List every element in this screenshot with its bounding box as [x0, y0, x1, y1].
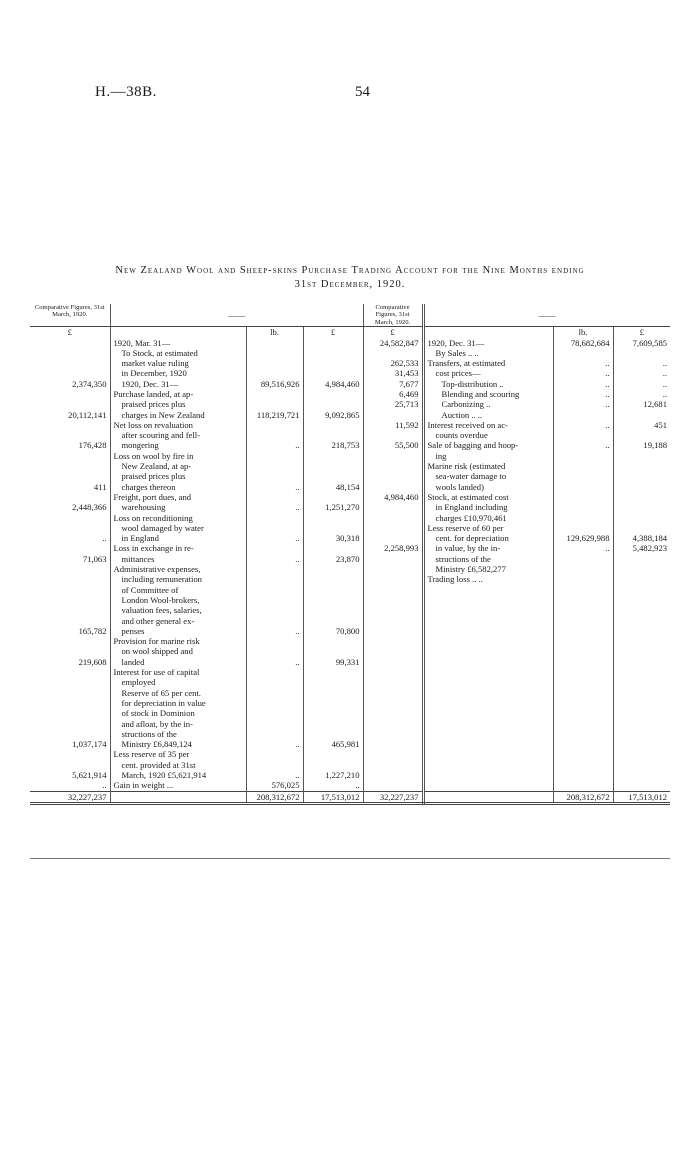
particulars-line: and other general ex-: [121, 615, 195, 626]
particulars-line: ing: [435, 450, 447, 461]
gbp-value: 218,753: [331, 440, 360, 451]
lb-value: ..: [605, 358, 610, 369]
particulars-line: and afloat, by the in-: [121, 718, 193, 729]
particulars-line: structions of the: [435, 553, 491, 564]
lb-value: ..: [295, 656, 300, 667]
unit-pound: £: [30, 327, 110, 338]
table-header-row: [30, 304, 670, 327]
debit-comparative-column: [30, 338, 110, 792]
gbp-value: 5,482,923: [632, 543, 668, 554]
gbp-value: 1,227,210: [325, 769, 360, 780]
gbp-value: 4,388,184: [632, 533, 668, 544]
lb-value: 89,516,926: [260, 378, 300, 389]
particulars-line: landed: [121, 656, 145, 667]
particulars-line: charges in New Zealand: [121, 409, 205, 420]
debit-header: ——: [110, 304, 363, 327]
particulars-line: charges £10,970,461: [435, 512, 507, 523]
cmp-value: 11,592: [395, 419, 419, 430]
lb-value: ..: [605, 389, 610, 399]
particulars-line: Interest received on ac-: [427, 419, 508, 430]
lb-value: ..: [605, 399, 610, 410]
particulars-line: sea-water damage to: [435, 471, 507, 482]
account-title: New Zealand Wool and Sheep-skins Purchase Trading Account for the Nine Months ending: [115, 265, 585, 276]
unit-pound: £: [303, 327, 363, 338]
particulars-line: on wool shipped and: [121, 646, 193, 657]
gbp-value: 48,154: [335, 481, 360, 492]
debit-pound-column: [303, 338, 363, 792]
particulars-line: in England: [121, 533, 159, 544]
lb-value: ..: [295, 502, 300, 513]
particulars-line: mongering: [121, 440, 159, 451]
lb-value: 118,219,721: [256, 409, 300, 420]
particulars-line: March, 1920 £5,621,914: [121, 769, 207, 780]
particulars-line: Top-distribution ..: [441, 378, 504, 389]
particulars-line: Auction .. ..: [441, 409, 483, 420]
total-lb-credit: 208,312,672: [553, 791, 613, 803]
cmp-value: 6,469: [399, 389, 419, 399]
particulars-line: cent. for depreciation: [435, 533, 509, 544]
particulars-line: valuation fees, salaries,: [121, 605, 202, 616]
particulars-line: Sale of bagging and hoop-: [427, 440, 519, 451]
cmp-value: 219,608: [78, 656, 107, 667]
units-row: [30, 327, 670, 338]
debit-lb-column: [246, 338, 303, 792]
particulars-line: wools landed): [435, 481, 484, 492]
particulars-line: structions of the: [121, 728, 177, 739]
particulars-line: market value ruling: [121, 358, 189, 369]
lb-value: 576,025: [271, 780, 300, 791]
cmp-value: 20,112,141: [68, 409, 107, 420]
cmp-value: 24,582,847: [379, 337, 419, 348]
trading-account-table: [30, 304, 670, 805]
credit-pound-column: [613, 338, 670, 792]
lb-value: ..: [605, 419, 610, 430]
particulars-line: Less reserve of 35 per: [113, 749, 190, 760]
lb-value: 78,682,684: [570, 337, 610, 348]
cmp-value: 4,984,460: [384, 491, 419, 502]
particulars-line: Loss in exchange in re-: [113, 543, 194, 554]
gbp-value: 4,984,460: [325, 378, 360, 389]
particulars-line: praised prices plus: [121, 471, 186, 482]
particulars-line: employed: [121, 677, 156, 688]
footer-rule: [30, 858, 670, 859]
particulars-line: New Zealand, at ap-: [121, 461, 192, 472]
particulars-line: Blending and scouring: [441, 389, 520, 399]
gbp-value: ..: [662, 368, 668, 379]
particulars-line: Marine risk (estimated: [427, 461, 506, 472]
gbp-value: 9,092,865: [325, 409, 360, 420]
particulars-line: for depreciation in value: [121, 697, 206, 708]
cmp-value: 411: [93, 481, 107, 492]
cmp-value: 2,258,993: [384, 543, 419, 554]
particulars-line: warehousing: [121, 502, 166, 513]
lb-value: ..: [295, 625, 300, 636]
cmp-value: 7,677: [399, 378, 419, 389]
particulars-line: London Wool-brokers,: [121, 594, 200, 605]
cmp-value: 71,063: [82, 553, 107, 564]
particulars-line: of Committee of: [121, 584, 179, 595]
particulars-line: Loss on wool by fire in: [113, 450, 194, 461]
cmp-value: ..: [102, 780, 107, 791]
gbp-value: 1,251,270: [325, 502, 360, 513]
particulars-line: mittances: [121, 553, 155, 564]
cmp-value: 262,533: [390, 358, 419, 369]
gbp-value: ..: [662, 389, 668, 399]
particulars-line: Net loss on revaluation: [113, 419, 193, 430]
particulars-line: in December, 1920: [121, 368, 187, 379]
lb-value: ..: [295, 440, 300, 451]
particulars-line: after scouring and fell-: [121, 430, 201, 441]
comparative-header-right: Comparative Figures, 31st March, 1920.: [363, 304, 423, 327]
particulars-line: Carbonizing ..: [441, 399, 491, 410]
lb-value: ..: [605, 368, 610, 379]
account-title-date: 31st December, 1920.: [294, 279, 406, 290]
unit-lb: lb.: [553, 327, 613, 338]
particulars-line: penses: [121, 625, 145, 636]
particulars-line: Gain in weight ...: [113, 780, 174, 791]
unit-pound: £: [639, 327, 644, 338]
lb-value: ..: [605, 440, 610, 451]
cmp-value: 2,448,366: [72, 502, 107, 513]
lb-value: ..: [295, 769, 300, 780]
cmp-value: 55,500: [394, 440, 419, 451]
comparative-header-left: Comparative Figures, 31st March, 1920.: [30, 304, 110, 327]
particulars-line: Stock, at estimated cost: [427, 491, 509, 502]
particulars-line: cost prices—: [435, 368, 481, 379]
gbp-value: ..: [662, 358, 668, 369]
cmp-value: 31,453: [394, 368, 419, 379]
lb-value: ..: [605, 543, 610, 554]
table-body-row: [30, 338, 670, 792]
particulars-line: 1920, Dec. 31—: [427, 337, 485, 348]
particulars-line: Trading loss .. ..: [427, 574, 483, 585]
particulars-line: praised prices plus: [121, 399, 186, 410]
gbp-value: 12,681: [643, 399, 668, 410]
particulars-line: Transfers, at estimated: [427, 358, 506, 369]
gbp-value: 99,331: [335, 656, 360, 667]
particulars-line: Reserve of 65 per cent.: [121, 687, 201, 698]
lb-value: ..: [295, 553, 300, 564]
cmp-value: ..: [102, 533, 107, 544]
cmp-value: 5,621,914: [72, 769, 107, 780]
gbp-value: 465,981: [331, 739, 360, 750]
particulars-line: of stock in Dominion: [121, 708, 195, 719]
particulars-line: By Sales .. ..: [435, 347, 479, 358]
particulars-line: Less reserve of 60 per: [427, 522, 504, 533]
particulars-line: in England including: [435, 502, 508, 513]
cmp-value: 176,428: [78, 440, 107, 451]
total-cmp-debit: 32,227,237: [30, 791, 110, 803]
gbp-value: 70,800: [335, 625, 360, 636]
particulars-line: in value, by the in-: [435, 543, 501, 554]
particulars-line: To Stock, at estimated: [121, 347, 198, 358]
particulars-line: including remuneration: [121, 574, 202, 585]
credit-lb-column: [553, 338, 613, 792]
lb-value: ..: [605, 378, 610, 389]
cmp-value: 2,374,350: [72, 378, 107, 389]
document-reference: H.—38B.: [95, 84, 157, 100]
particulars-line: Freight, port dues, and: [113, 491, 192, 502]
gbp-value: 7,609,585: [632, 337, 668, 348]
unit-pound: £: [363, 327, 423, 338]
particulars-line: 1920, Mar. 31—: [113, 337, 171, 348]
credit-comparative-column: [363, 338, 423, 792]
total-cmp-credit: 32,227,237: [363, 791, 423, 803]
gbp-value: 451: [654, 419, 668, 430]
particulars-line: Interest for use of capital: [113, 667, 200, 678]
particulars-line: Administrative expenses,: [113, 564, 201, 575]
cmp-value: 1,037,174: [72, 739, 107, 750]
particulars-line: wool damaged by water: [121, 522, 204, 533]
cmp-value: 25,713: [394, 399, 419, 410]
gbp-value: 30,318: [335, 533, 360, 544]
gbp-value: 23,870: [335, 553, 360, 564]
total-gbp-debit: 17,513,012: [303, 791, 363, 803]
credit-header: ——: [423, 304, 670, 327]
lb-value: 129,629,988: [566, 533, 610, 544]
lb-value: ..: [295, 481, 300, 492]
lb-value: ..: [295, 739, 300, 750]
debit-particulars-column: [110, 338, 246, 792]
gbp-value: ..: [662, 378, 668, 389]
total-lb-debit: 208,312,672: [246, 791, 303, 803]
particulars-line: Provision for marine risk: [113, 636, 200, 647]
particulars-line: Ministry £6,582,277: [435, 564, 506, 575]
total-gbp-credit: 17,513,012: [613, 791, 670, 803]
credit-particulars-column: [423, 338, 553, 792]
particulars-line: charges thereon: [121, 481, 176, 492]
particulars-line: Ministry £6,849,124: [121, 739, 192, 750]
lb-value: ..: [295, 533, 300, 544]
particulars-line: Loss on reconditioning: [113, 512, 193, 523]
gbp-value: 19,188: [643, 440, 668, 451]
cmp-value: 165,782: [78, 625, 107, 636]
particulars-line: cent. provided at 31st: [121, 759, 196, 770]
particulars-line: 1920, Dec. 31—: [121, 378, 179, 389]
unit-lb: lb.: [246, 327, 303, 338]
page-number: 54: [355, 84, 370, 100]
gbp-value: ..: [355, 780, 360, 791]
totals-row: [30, 791, 670, 803]
particulars-line: Purchase landed, at ap-: [113, 389, 194, 399]
particulars-line: counts overdue: [435, 430, 488, 441]
